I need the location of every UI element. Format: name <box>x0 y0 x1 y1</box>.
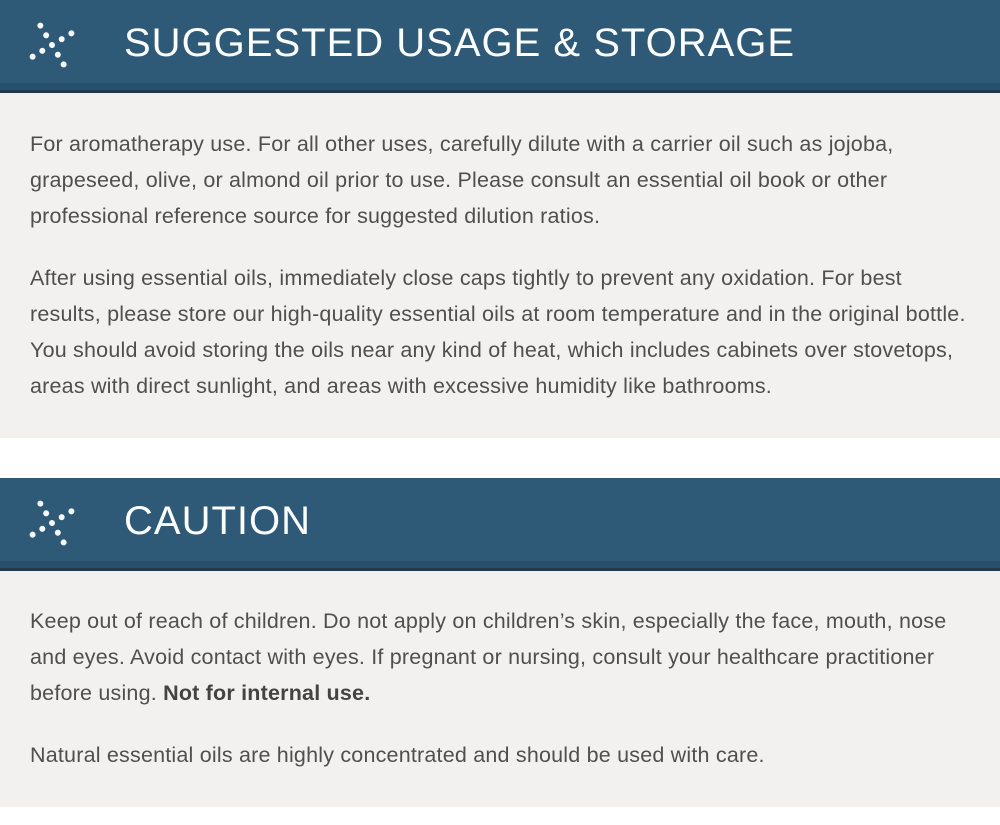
dotted-x-icon <box>25 18 78 71</box>
dotted-x-icon <box>25 496 78 549</box>
caution-header <box>0 478 1000 571</box>
caution-body <box>0 571 1000 807</box>
caution-title: CAUTION <box>124 499 311 543</box>
caution-paragraph-warnings <box>30 603 968 711</box>
section-divider-gap <box>0 438 1000 478</box>
usage-storage-body <box>0 93 1000 438</box>
caution-bold-note: Not for internal use. <box>163 681 371 705</box>
caution-warning-text: Keep out of reach of children. Do not apply on children’s skin, especially the face, mouth, nose and eyes. Avoid contact with eyes. If pregnant or nursing, consult your healthcare practitioner before using. <box>30 609 947 705</box>
usage-paragraph-dilution: For aromatherapy use. For all other uses, carefully dilute with a carrier oil such as jojoba, grapeseed, olive, or almond oil prior to use. Please consult an essential oil book or other professional reference source for suggested dilution ratios. <box>30 132 894 228</box>
usage-storage-title: SUGGESTED USAGE & STORAGE <box>124 21 796 65</box>
usage-paragraph-storage: After using essential oils, immediately close caps tightly to prevent any oxidation. For best results, please store our high-quality essential oils at room temperature and in the original bottle. You should avoid storing the oils near any kind of heat, which includes cabinets over stovetops, areas with direct sunlight, and areas with excessive humidity like bathrooms. <box>30 266 966 398</box>
caution-paragraph-concentration: Natural essential oils are highly concentrated and should be used with care. <box>30 743 765 767</box>
usage-storage-header <box>0 0 1000 93</box>
